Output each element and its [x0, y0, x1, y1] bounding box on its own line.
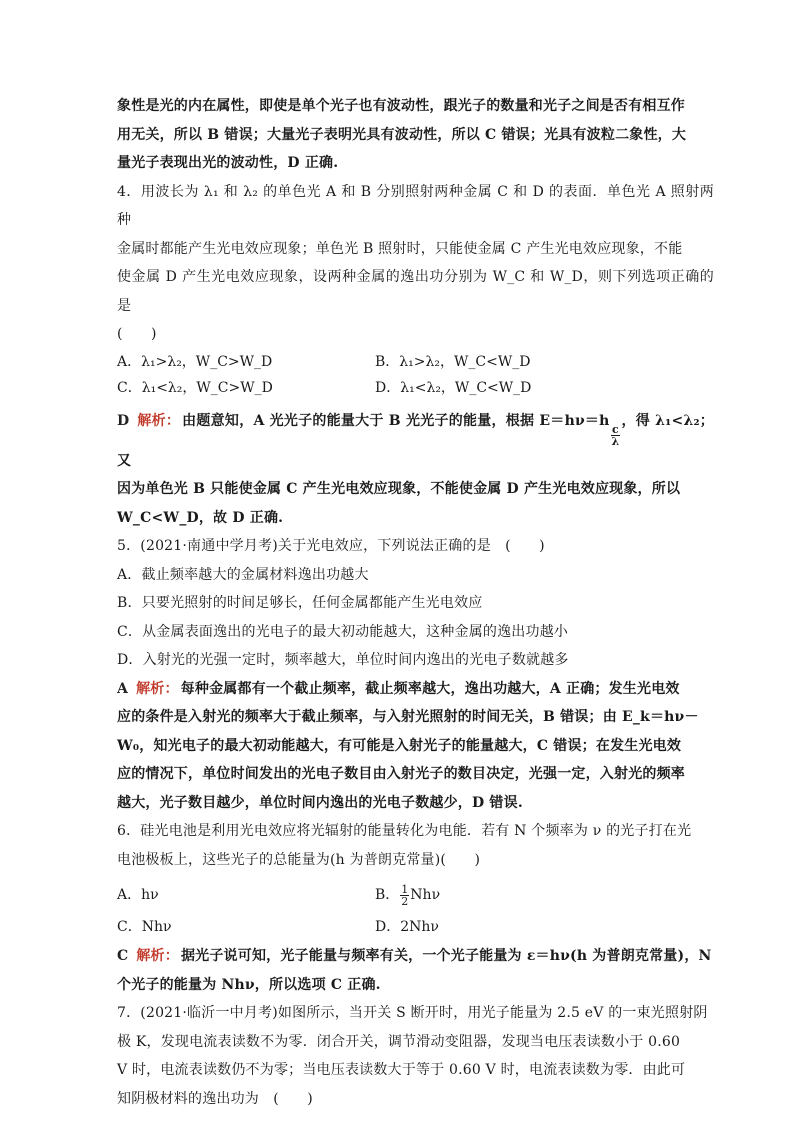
question-text: 使金属 D 产生光电效应现象，设两种金属的逸出功分别为 W_C 和 W_D，则下列选项正确的是 — [117, 269, 714, 314]
analysis-line: 应的情况下，单位时间发出的光电子数目由入射光子的数目决定，光强一定，入射光的频率 — [117, 766, 685, 782]
fraction-numerator: c — [612, 422, 619, 436]
question-text: 金属时都能产生光电效应现象；单色光 B 照射时，只能使金属 C 产生光电效应现象，不能 — [117, 240, 683, 257]
option-d: D．入射光的光强一定时，频率越大，单位时间内逸出的光电子数就越多 — [117, 652, 569, 668]
question-4 — [117, 178, 714, 533]
analysis-line: W_C<W_D，故 D 正确. — [117, 509, 284, 526]
analysis-line: 个光子的能量为 Nhν，所以选项 C 正确. — [117, 976, 381, 993]
question-text: 知阴极材料的逸出功为 ( ) — [117, 1090, 313, 1107]
option-a: A．截止频率越大的金属材料逸出功越大 — [117, 566, 369, 583]
intro-line: 用无关，所以 B 错误；大量光子表明光具有波动性，所以 C 错误；光具有波粒二象性，大 — [117, 126, 687, 143]
fraction-denominator: λ — [611, 434, 620, 448]
option-b: B．只要光照射的时间足够长，任何金属都能产生光电效应 — [117, 595, 483, 611]
answer-letter: A — [117, 680, 129, 697]
option-c: C．λ₁<λ₂，W_C>W_D — [117, 379, 273, 396]
analysis-line: 越大，光子数目越少，单位时间内逸出的光电子数越少，D 错误. — [117, 794, 523, 811]
question-text: 6．硅光电池是利用光电效应将光辐射的能量转化为电能．若有 N 个频率为 ν 的光子打在光 — [117, 823, 692, 839]
option-b: B．λ₁>λ₂，W_C<W_D — [375, 353, 531, 370]
option-c: C．从金属表面逸出的光电子的最大初动能越大，这种金属的逸出功越小 — [117, 623, 569, 640]
options-row — [117, 349, 714, 375]
analysis-label: 解析： — [136, 680, 179, 697]
answer-letter: D — [117, 412, 130, 429]
option-b — [375, 878, 633, 912]
option-b-suffix: Nhν — [410, 887, 441, 903]
analysis-text: 每种金属都有一个截止频率，截止频率越大，逸出功越大，A 正确；发生光电效 — [180, 680, 680, 697]
question-text: 5．(2021·南通中学月考)关于光电效应，下列说法正确的是 ( ) — [117, 538, 545, 554]
option-a: A．λ₁>λ₂，W_C>W_D — [117, 353, 273, 370]
option-a: A．hν — [117, 887, 159, 903]
options-row — [117, 878, 714, 912]
intro-line: 象性是光的内在属性，即使是单个光子也有波动性，跟光子的数量和光子之间是否有相互作 — [117, 98, 685, 114]
analysis-line — [117, 407, 714, 476]
analysis-line: 应的条件是入射光的频率大于截止频率，与入射光照射的时间无关，B 错误；由 E_k＝hν－ — [117, 709, 699, 725]
question-7 — [117, 999, 714, 1113]
options-row — [117, 912, 714, 942]
analysis-line — [117, 942, 714, 971]
analysis-text: 由题意知，A 光光子的能量大于 B 光光子的能量，根据 E＝hν＝h — [182, 412, 610, 429]
answer-letter: C — [117, 948, 129, 964]
analysis-line: 因为单色光 B 只能使金属 C 产生光电效应现象，不能使金属 D 产生光电效应现象，所以 — [117, 481, 681, 497]
fraction-c-over-lambda — [611, 424, 621, 447]
question-text: 极 K，发现电流表读数不为零．闭合开关，调节滑动变阻器，发现当电压表读数小于 0.60 — [117, 1033, 681, 1050]
fraction-numerator: 1 — [401, 882, 409, 896]
option-b-prefix: B． — [375, 887, 400, 903]
intro-line: 量光子表现出光的波动性，D 正确. — [117, 155, 339, 171]
analysis-label: 解析： — [136, 948, 179, 964]
option-d: D．λ₁<λ₂，W_C<W_D — [375, 379, 532, 396]
fraction-denominator: 2 — [401, 894, 409, 908]
question-text: V 时，电流表读数仍不为零；当电压表读数大于等于 0.60 V 时，电流表读数为零．由此可 — [117, 1062, 686, 1078]
option-c: C．Nhν — [117, 919, 172, 935]
option-d: D．2Nhν — [375, 919, 439, 935]
question-text: 4．用波长为 λ₁ 和 λ₂ 的单色光 A 和 B 分别照射两种金属 C 和 D 的表面．单色光 A 照射两种 — [117, 183, 714, 228]
question-text: ( ) — [117, 326, 157, 342]
question-5 — [117, 532, 714, 817]
question-text: 电池极板上，这些光子的总能量为(h 为普朗克常量)( ) — [117, 851, 481, 868]
question-text: 7．(2021·临沂一中月考)如图所示，当开关 S 断开时，用光子能量为 2.5 eV 的一束光照射阴 — [117, 1005, 708, 1021]
analysis-line: W₀，知光电子的最大初动能越大，有可能是入射光子的能量越大，C 错误；在发生光电效 — [117, 737, 682, 754]
question-6 — [117, 817, 714, 999]
fraction-one-half — [400, 884, 409, 907]
options-row — [117, 375, 714, 401]
analysis-text: 据光子说可知，光子能量与频率有关，一个光子能量为 ε＝hν(h 为普朗克常量)，N — [180, 948, 712, 964]
analysis-label: 解析： — [137, 412, 181, 429]
analysis-text: ，得 λ₁<λ₂；又 — [117, 412, 714, 469]
intro-block — [117, 92, 714, 178]
analysis-line — [117, 675, 714, 704]
